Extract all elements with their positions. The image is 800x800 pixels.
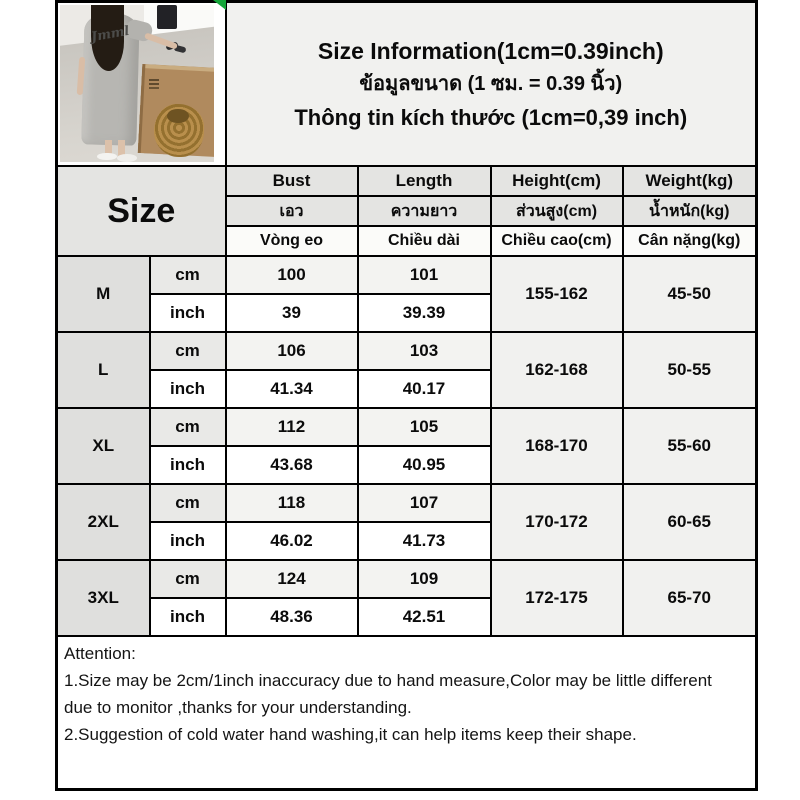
bust-inch-value: 39 xyxy=(226,294,358,332)
table-row-2xl-cm xyxy=(57,484,757,522)
bust-cm-value: 124 xyxy=(226,560,358,598)
unit-cm-label: cm xyxy=(150,332,226,370)
height-header-vi: Chiều cao(cm) xyxy=(491,226,623,256)
bust-cm-value: 106 xyxy=(226,332,358,370)
product-photo-illustration xyxy=(60,5,214,162)
unit-cm-label: cm xyxy=(150,560,226,598)
length-inch-value: 41.73 xyxy=(358,522,491,560)
title-vietnamese: Thông tin kích thước (1cm=0,39 inch) xyxy=(294,104,688,130)
unit-inch-label: inch xyxy=(150,598,226,636)
height-range-value: 162-168 xyxy=(491,332,623,408)
column-header-row-en xyxy=(57,166,757,196)
length-inch-value: 42.51 xyxy=(358,598,491,636)
height-header-th: ส่วนสูง(cm) xyxy=(491,196,623,226)
length-header-en: Length xyxy=(358,166,491,196)
unit-inch-label: inch xyxy=(150,522,226,560)
unit-inch-label: inch xyxy=(150,446,226,484)
dark-object xyxy=(157,5,177,29)
straw-bag-handle xyxy=(167,109,188,123)
size-information-title-block xyxy=(226,2,757,167)
bust-cm-value: 112 xyxy=(226,408,358,446)
weight-range-value: 55-60 xyxy=(623,408,757,484)
size-chart-sheet xyxy=(55,0,758,791)
slipper xyxy=(117,154,137,162)
height-range-value: 172-175 xyxy=(491,560,623,636)
unit-cm-label: cm xyxy=(150,408,226,446)
unit-inch-label: inch xyxy=(150,370,226,408)
weight-range-value: 45-50 xyxy=(623,256,757,332)
table-row-xl-cm xyxy=(57,408,757,446)
bust-cm-value: 118 xyxy=(226,484,358,522)
size-label: 2XL xyxy=(57,484,150,560)
length-cm-value: 109 xyxy=(358,560,491,598)
size-label: XL xyxy=(57,408,150,484)
attention-row xyxy=(57,636,757,790)
unit-cm-label: cm xyxy=(150,256,226,294)
weight-range-value: 60-65 xyxy=(623,484,757,560)
size-label: M xyxy=(57,256,150,332)
box-label-marks xyxy=(149,79,159,81)
bust-cm-value: 100 xyxy=(226,256,358,294)
bust-header-vi: Vòng eo xyxy=(226,226,358,256)
length-inch-value: 39.39 xyxy=(358,294,491,332)
length-inch-value: 40.17 xyxy=(358,370,491,408)
product-photo xyxy=(57,2,226,167)
bust-header-th: เอว xyxy=(226,196,358,226)
height-range-value: 168-170 xyxy=(491,408,623,484)
length-cm-value: 105 xyxy=(358,408,491,446)
bust-inch-value: 48.36 xyxy=(226,598,358,636)
title-thai: ข้อมูลขนาด (1 ซม. = 0.39 นิ้ว) xyxy=(359,72,623,95)
weight-header-en: Weight(kg) xyxy=(623,166,757,196)
dress-print-text: Jmml xyxy=(89,23,131,46)
length-cm-value: 107 xyxy=(358,484,491,522)
size-label: L xyxy=(57,332,150,408)
attention-line-3: 2.Suggestion of cold water hand washing,it can help items keep their shape. xyxy=(64,725,637,744)
size-header-cell: Size xyxy=(57,166,226,256)
weight-header-th: น้ำหนัก(kg) xyxy=(623,196,757,226)
attention-line-2: due to monitor ,thanks for your understanding. xyxy=(64,698,412,717)
height-range-value: 155-162 xyxy=(491,256,623,332)
height-range-value: 170-172 xyxy=(491,484,623,560)
table-row-m-cm xyxy=(57,256,757,294)
title-english: Size Information(1cm=0.39inch) xyxy=(317,37,664,64)
weight-range-value: 65-70 xyxy=(623,560,757,636)
table-row-3xl-cm xyxy=(57,560,757,598)
attention-note xyxy=(57,636,757,790)
bust-inch-value: 46.02 xyxy=(226,522,358,560)
length-cm-value: 101 xyxy=(358,256,491,294)
header-row xyxy=(57,2,757,167)
attention-line-1: 1.Size may be 2cm/1inch inaccuracy due to hand measure,Color may be little different xyxy=(64,671,712,690)
unit-inch-label: inch xyxy=(150,294,226,332)
weight-range-value: 50-55 xyxy=(623,332,757,408)
green-corner-marker xyxy=(213,0,226,10)
length-header-th: ความยาว xyxy=(358,196,491,226)
bust-inch-value: 43.68 xyxy=(226,446,358,484)
length-inch-value: 40.95 xyxy=(358,446,491,484)
length-header-vi: Chiều dài xyxy=(358,226,491,256)
unit-cm-label: cm xyxy=(150,484,226,522)
length-cm-value: 103 xyxy=(358,332,491,370)
table-row-l-cm xyxy=(57,332,757,370)
weight-header-vi: Cân nặng(kg) xyxy=(623,226,757,256)
size-table xyxy=(55,0,758,791)
height-header-en: Height(cm) xyxy=(491,166,623,196)
bust-header-en: Bust xyxy=(226,166,358,196)
size-label: 3XL xyxy=(57,560,150,636)
bust-inch-value: 41.34 xyxy=(226,370,358,408)
attention-heading: Attention: xyxy=(64,644,136,663)
